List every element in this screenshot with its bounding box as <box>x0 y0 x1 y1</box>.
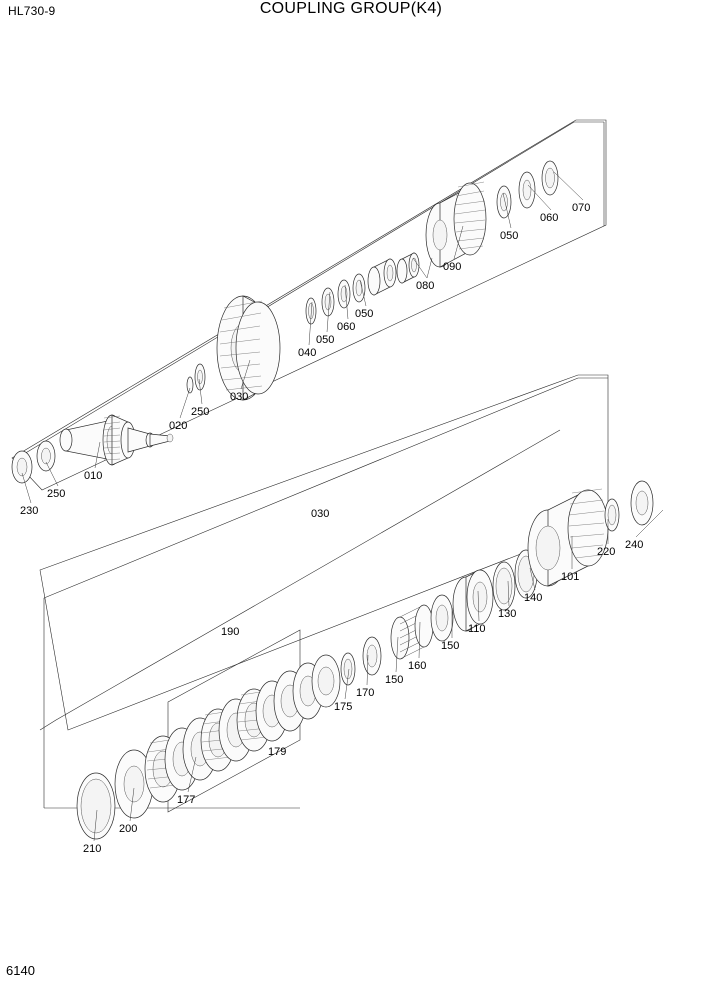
callout-250: 250 <box>47 488 66 500</box>
callout-250: 250 <box>191 406 210 418</box>
part-240-bearing <box>631 481 653 525</box>
part-050-washer-a <box>322 288 334 316</box>
part-250-bearing-left <box>37 441 55 471</box>
callout-230: 230 <box>20 505 39 517</box>
part-040-snapring <box>306 298 316 324</box>
callout-150: 150 <box>385 674 404 686</box>
callout-080: 080 <box>416 280 435 292</box>
callout-210: 210 <box>83 843 102 855</box>
page-number: 6140 <box>6 963 35 978</box>
part-090-coupling-gear <box>426 182 486 267</box>
leader-line <box>554 172 583 200</box>
sheet-title: COUPLING GROUP(K4) <box>259 0 443 17</box>
callout-050: 050 <box>500 230 519 242</box>
part-170-snapring <box>341 653 355 685</box>
leader-line <box>180 388 190 418</box>
callout-200: 200 <box>119 823 138 835</box>
callout-070: 070 <box>572 202 591 214</box>
part-130-oring <box>493 562 515 610</box>
callout-101: 101 <box>561 571 580 583</box>
part-080-needle-bearings <box>368 253 419 295</box>
part-030-gear-top <box>217 296 280 400</box>
callout-110: 110 <box>468 623 486 635</box>
callout-020: 020 <box>169 420 188 432</box>
part-050-washer-b <box>353 274 365 302</box>
callout-220: 220 <box>597 546 616 558</box>
callout-240: 240 <box>625 539 644 551</box>
part-050-washer-c <box>497 186 511 218</box>
callout-050: 050 <box>316 334 335 346</box>
part-060-bearing-a <box>338 280 350 308</box>
part-210-oring <box>77 773 115 839</box>
callout-040: 040 <box>298 347 317 359</box>
part-020-washer <box>187 377 193 393</box>
part-070-ring <box>542 161 558 195</box>
callout-030: 030 <box>230 391 249 403</box>
callout-060: 060 <box>540 212 559 224</box>
callout-130: 130 <box>498 608 517 620</box>
assembly-bottom <box>77 481 653 839</box>
part-220-snapring <box>605 499 619 531</box>
frame-top <box>14 122 604 460</box>
callout-170: 170 <box>356 687 375 699</box>
callout-030: 030 <box>311 508 330 520</box>
part-150-washer-b <box>431 595 453 641</box>
diagram-svg <box>0 30 702 950</box>
part-010-shaft-gear <box>60 415 173 465</box>
callout-090: 090 <box>443 261 462 273</box>
callout-140: 140 <box>524 592 543 604</box>
callout-060: 060 <box>337 321 356 333</box>
callout-160: 160 <box>408 660 427 672</box>
callout-150: 150 <box>441 640 460 652</box>
part-230-ring <box>12 451 32 483</box>
assembly-top <box>12 161 558 483</box>
callout-050: 050 <box>355 308 374 320</box>
callout-175: 175 <box>334 701 353 713</box>
part-175-plate <box>312 655 340 707</box>
part-110-piston <box>453 570 493 631</box>
part-150-washer-a <box>363 637 381 675</box>
callout-179: 179 <box>268 746 287 758</box>
callout-177: 177 <box>177 794 196 806</box>
callout-190: 190 <box>221 626 240 638</box>
model-code: HL730-9 <box>8 4 56 18</box>
leader-line <box>427 258 432 278</box>
exploded-parts-diagram <box>0 30 702 950</box>
callout-010: 010 <box>84 470 103 482</box>
